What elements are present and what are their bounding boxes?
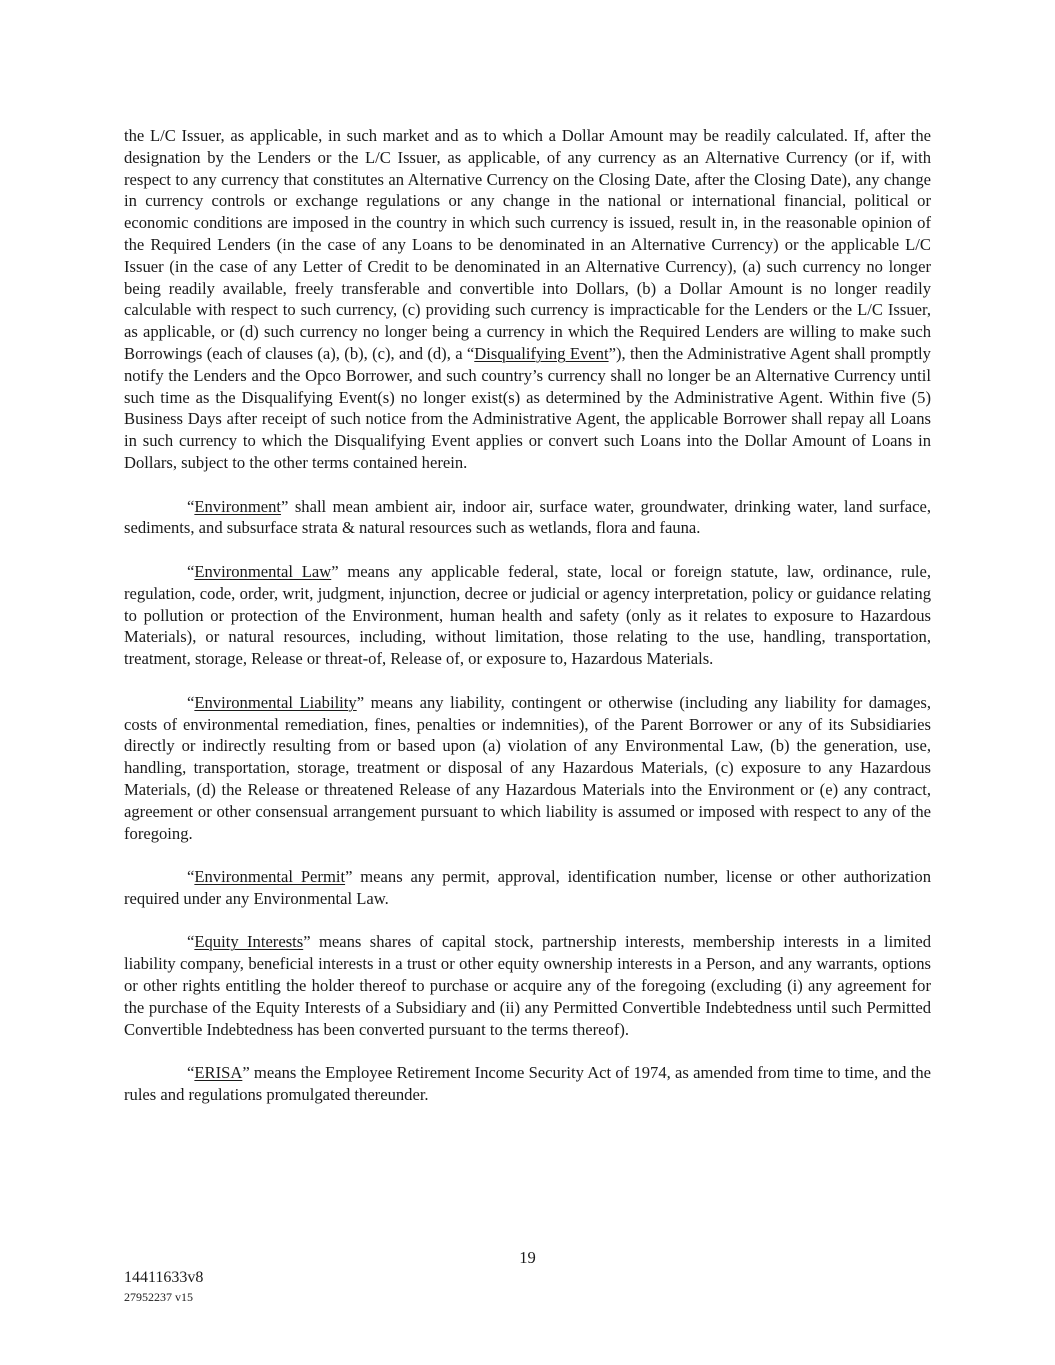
defined-term-environment: Environment (194, 496, 282, 516)
definition-environment (124, 496, 931, 540)
defined-term-erisa: ERISA (194, 1063, 243, 1083)
paragraph-alternative-currency-continuation (124, 125, 931, 474)
open-quote: “ (187, 692, 195, 712)
definition-environmental-permit (124, 866, 931, 910)
open-quote: “ (187, 496, 195, 516)
definition-text: ” means the Employee Retirement Income Security Act of 1974, as amended from time to time, and the rules and regulations promulgated thereunder. (124, 1063, 931, 1105)
defined-term-environmental-law: Environmental Law (194, 561, 332, 581)
open-quote: “ (187, 867, 195, 887)
definition-text: ” means any applicable federal, state, local or foreign statute, law, ordinance, rule, regulation, code, order, writ, judgment, injunction, decree or judicial or agency interpretation, policy or guidance relating to pollution or protection of the Environment, human health and safety (only as it relates to exposure to Hazardous Materials), or natural resources, including, without limitation, those relating to the use, handling, transportation, treatment, storage, Release or threat-of, Release of, or exposure to, Hazardous Materials. (124, 561, 931, 669)
document-id-secondary: 27952237 v15 (124, 1290, 193, 1304)
page-number: 19 (519, 1248, 536, 1267)
document-body (124, 125, 931, 1128)
document-id-primary: 14411633v8 (124, 1269, 204, 1286)
definition-erisa (124, 1062, 931, 1106)
definition-environmental-law (124, 561, 931, 670)
defined-term-disqualifying-event: Disqualifying Event (474, 343, 609, 363)
definition-environmental-liability (124, 692, 931, 845)
defined-term-equity-interests: Equity Interests (194, 932, 304, 952)
paragraph-text: the L/C Issuer, as applicable, in such market and as to which a Dollar Amount may be readily calculated. If, after the designation by the Lenders or the L/C Issuer, as applicable, of any currency as an Alternative Currency (or if, with respect to any currency that constitutes an Alternative Currency on the Closing Date, after the Closing Date), any change in currency controls or exchange regulations or any change in the national or international financial, political or economic conditions are imposed in the country in which such currency is issued, result in, in the reasonable opinion of the Required Lenders (in the case of any Loans to be denominated in an Alternative Currency) or the applicable L/C Issuer (in the case of any Letter of Credit to be denominated in an Alternative Currency), (a) such currency no longer being readily available, freely transferable and convertible into Dollars, (b) a Dollar Amount is no longer readily calculable with respect to such currency, (c) providing such currency is impracticable for the Lenders or the L/C Issuer, as applicable, or (d) such currency no longer being a currency in which the Required Lenders are willing to make such Borrowings (each of clauses (a), (b), (c), and (d), a “ (124, 126, 931, 363)
open-quote: “ (187, 1063, 195, 1083)
open-quote: “ (187, 561, 195, 581)
open-quote: “ (187, 932, 195, 952)
definition-text: ” shall mean ambient air, indoor air, surface water, groundwater, drinking water, land surface, sediments, and subsurface strata & natural resources such as wetlands, flora and fauna. (124, 496, 931, 538)
defined-term-environmental-permit: Environmental Permit (194, 867, 346, 887)
definition-text: ” means any liability, contingent or otherwise (including any liability for damages, costs of environmental remediation, fines, penalties or indemnities), of the Parent Borrower or any of its Subsidiaries directly or indirectly resulting from or based upon (a) violation of any Environmental Law, (b) the generation, use, handling, transportation, storage, treatment or disposal of any Hazardous Materials, (c) exposure to any Hazardous Materials, (d) the Release or threatened Release of any Hazardous Materials into the Environment or (e) any contract, agreement or other consensual arrangement pursuant to which liability is assumed or imposed with respect to any of the foregoing. (124, 692, 931, 843)
paragraph-text: ”), then the Administrative Agent shall promptly notify the Lenders and the Opco Borrower, and such country’s currency shall no longer be an Alternative Currency until such time as the Disqualifying Event(s) no longer exist(s) as determined by the Administrative Agent. Within five (5) Business Days after receipt of such notice from the Administrative Agent, the applicable Borrower shall repay all Loans in such currency to which the Disqualifying Event applies or convert such Loans into the Dollar Amount of Loans in Dollars, subject to the other terms contained herein. (124, 343, 931, 472)
definition-text: ” means shares of capital stock, partnership interests, membership interests in a limited liability company, beneficial interests in a trust or other equity ownership interests in a Person, and any warrants, options or other rights entitling the holder thereof to purchase or acquire any of the foregoing (excluding (i) any agreement for the purchase of the Equity Interests of a Subsidiary and (ii) any Permitted Convertible Indebtedness until such Permitted Convertible Indebtedness has been converted pursuant to the terms thereof). (124, 932, 931, 1039)
defined-term-environmental-liability: Environmental Liability (194, 692, 357, 712)
definition-equity-interests (124, 931, 931, 1040)
definition-text: ” means any permit, approval, identification number, license or other authorization required under any Environmental Law. (124, 867, 931, 908)
